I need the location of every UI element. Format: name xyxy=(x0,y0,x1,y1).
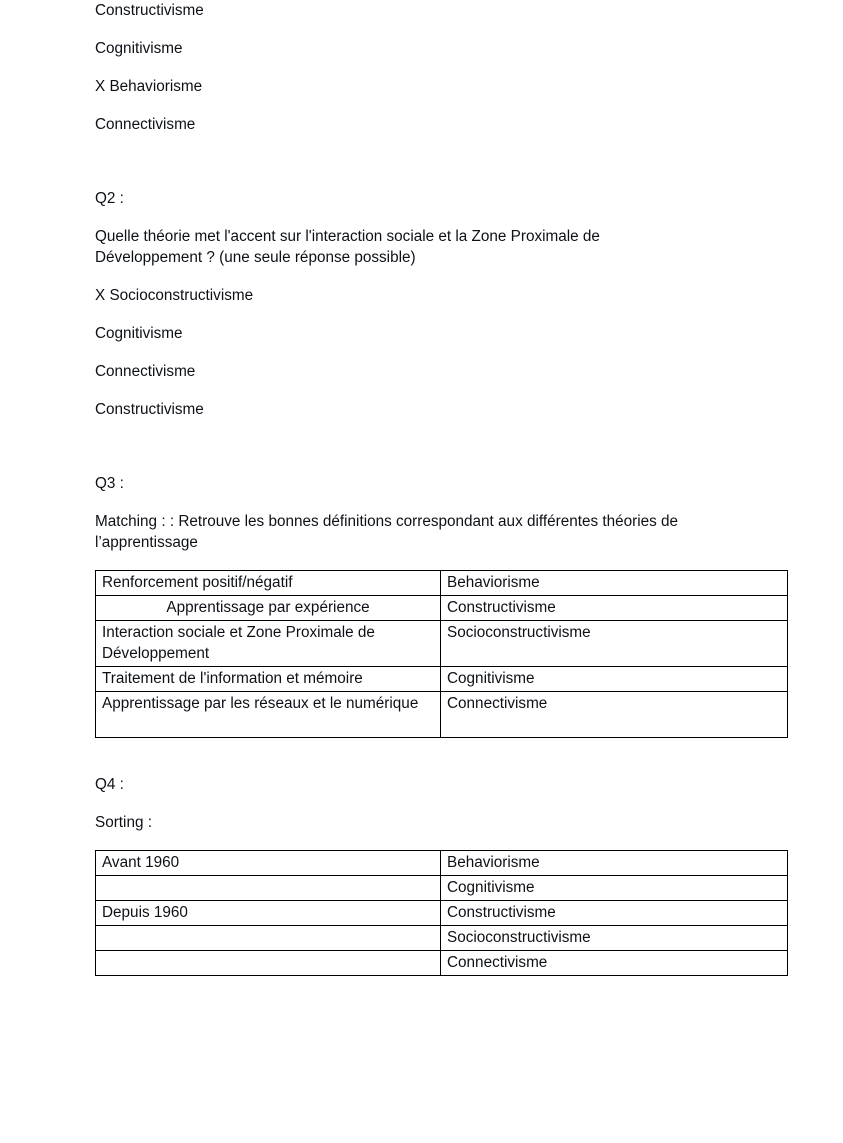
table-row xyxy=(96,951,788,976)
sorting-theory-cell[interactable]: Cognitivisme xyxy=(441,876,788,901)
matching-theory-cell[interactable]: Constructivisme xyxy=(441,596,788,621)
matching-table xyxy=(95,570,788,738)
q3-instruction-text xyxy=(95,511,785,553)
matching-theory-cell[interactable]: Connectivisme xyxy=(441,692,788,738)
sorting-period-cell[interactable] xyxy=(96,951,441,976)
table-row xyxy=(96,692,788,738)
question-3-block xyxy=(95,473,790,738)
matching-definition-cell[interactable]: Interaction sociale et Zone Proximale de Développement xyxy=(96,621,441,667)
sorting-period-cell[interactable]: Depuis 1960 xyxy=(96,901,441,926)
matching-theory-cell[interactable]: Socioconstructivisme xyxy=(441,621,788,667)
q1-options-list xyxy=(95,0,790,135)
matching-theory-cell[interactable]: Cognitivisme xyxy=(441,667,788,692)
sorting-table xyxy=(95,850,788,976)
question-2-block xyxy=(95,188,790,420)
matching-theory-cell[interactable]: Behaviorisme xyxy=(441,571,788,596)
q3-instruction-line-1: Matching : : Retrouve les bonnes définitions correspondant aux différentes théories de xyxy=(95,513,679,530)
q2-option-3[interactable]: Connectivisme xyxy=(95,363,196,380)
table-row xyxy=(96,926,788,951)
question-4-block xyxy=(95,774,790,976)
sorting-table-body xyxy=(96,851,788,976)
q2-question-text xyxy=(95,226,785,268)
q3-instruction-line-2: l’apprentissage xyxy=(95,534,198,551)
matching-table-block xyxy=(95,570,790,738)
q1-option-2[interactable]: Cognitivisme xyxy=(95,40,183,57)
table-row xyxy=(96,876,788,901)
matching-definition-cell[interactable]: Apprentissage par les réseaux et le numérique xyxy=(96,692,441,738)
sorting-table-block xyxy=(95,850,790,976)
matching-definition-cell[interactable]: Renforcement positif/négatif xyxy=(96,571,441,596)
q2-question-line-2: Développement ? (une seule réponse possible) xyxy=(95,249,416,266)
q4-label: Q4 : xyxy=(95,776,124,793)
q1-option-1[interactable]: Constructivisme xyxy=(95,2,204,19)
table-row xyxy=(96,851,788,876)
sorting-period-cell[interactable] xyxy=(96,926,441,951)
table-row xyxy=(96,667,788,692)
q2-option-4[interactable]: Constructivisme xyxy=(95,401,204,418)
q2-option-2[interactable]: Cognitivisme xyxy=(95,325,183,342)
section-spacer xyxy=(95,437,790,473)
matching-table-body xyxy=(96,571,788,738)
q2-question-line-1: Quelle théorie met l'accent sur l'interaction sociale et la Zone Proximale de xyxy=(95,228,600,245)
section-spacer xyxy=(95,738,790,774)
sorting-period-cell[interactable]: Avant 1960 xyxy=(96,851,441,876)
q2-option-1-selected[interactable]: X Socioconstructivisme xyxy=(95,287,254,304)
sorting-theory-cell[interactable]: Socioconstructivisme xyxy=(441,926,788,951)
sorting-theory-cell[interactable]: Behaviorisme xyxy=(441,851,788,876)
q4-instruction: Sorting : xyxy=(95,814,152,831)
q1-option-3-selected[interactable]: X Behaviorisme xyxy=(95,78,203,95)
q3-label: Q3 : xyxy=(95,475,124,492)
table-row xyxy=(96,901,788,926)
table-row xyxy=(96,596,788,621)
sorting-theory-cell[interactable]: Connectivisme xyxy=(441,951,788,976)
matching-definition-cell[interactable]: Traitement de l'information et mémoire xyxy=(96,667,441,692)
matching-definition-cell[interactable]: Apprentissage par expérience xyxy=(96,596,441,621)
sorting-period-cell[interactable] xyxy=(96,876,441,901)
sorting-theory-cell[interactable]: Constructivisme xyxy=(441,901,788,926)
table-row xyxy=(96,571,788,596)
q2-label: Q2 : xyxy=(95,190,124,207)
table-row xyxy=(96,621,788,667)
section-spacer xyxy=(95,152,790,188)
document-content xyxy=(95,0,790,976)
q1-option-4[interactable]: Connectivisme xyxy=(95,116,196,133)
